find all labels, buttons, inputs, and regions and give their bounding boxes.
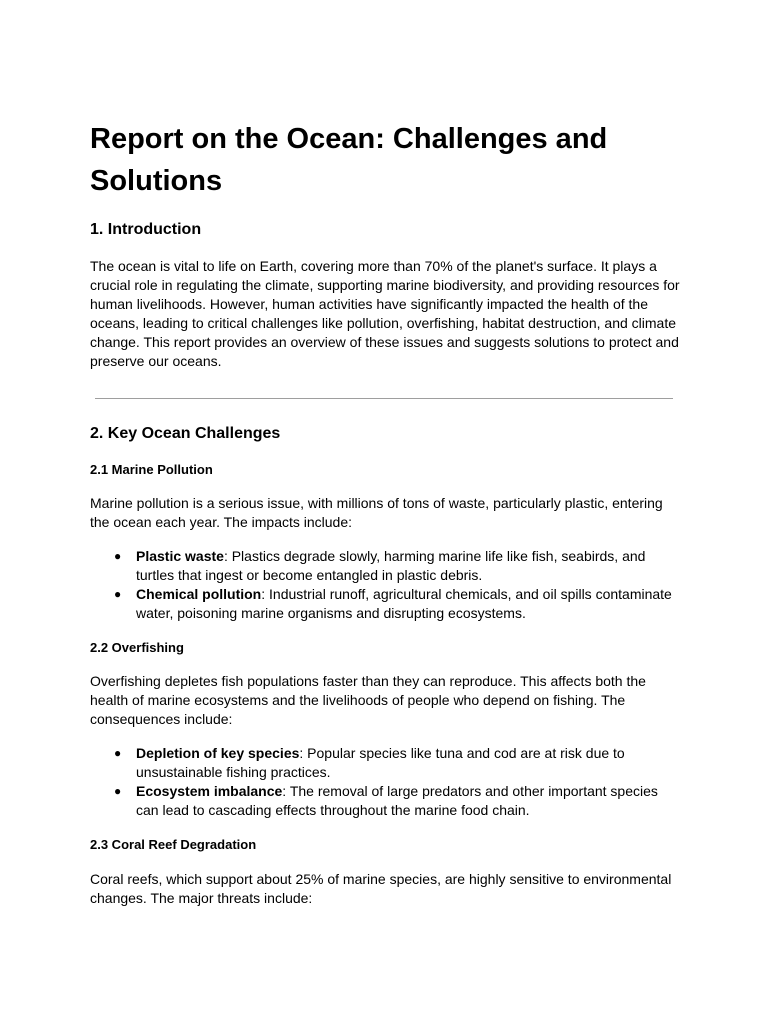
list-item-term: Plastic waste [136, 548, 224, 564]
introduction-paragraph: The ocean is vital to life on Earth, covering more than 70% of the planet's surface. It plays a crucial role in regulating the climate, supporting marine biodiversity, and providing resources for human livelihoods. However, human activities have significantly impacted the health of the oceans, leading to critical challenges like pollution, overfishing, habitat destruction, and climate change. This report provides an overview of these issues and suggests solutions to protect and preserve our oceans. [90, 258, 680, 369]
list-item-text: : Plastics degrade slowly, harming marine life like fish, seabirds, and turtles that ingest or become entangled in plastic debris. [136, 548, 646, 583]
document-title: Report on the Ocean: Challenges and Solutions [90, 123, 608, 197]
list-item-term: Depletion of key species [136, 745, 300, 761]
section-divider [95, 398, 673, 399]
list-item [90, 782, 680, 820]
subsection-heading-overfishing: 2.2 Overfishing [90, 640, 184, 655]
list-item-text: : The removal of large predators and other important species can lead to cascading effects throughout the marine food chain. [136, 783, 658, 818]
section-heading-key-challenges: 2. Key Ocean Challenges [90, 425, 281, 442]
bullet-icon: ● [114, 746, 122, 760]
subsection-heading-marine-pollution: 2.1 Marine Pollution [90, 462, 213, 477]
list-item [90, 744, 680, 782]
list-item-term: Chemical pollution [136, 586, 262, 602]
bullet-icon: ● [114, 587, 122, 601]
list-item [90, 585, 680, 623]
list-item-term: Ecosystem imbalance [136, 783, 283, 799]
list-item-text: : Industrial runoff, agricultural chemicals, and oil spills contaminate water, poisoning marine organisms and disrupting ecosystems. [136, 586, 672, 621]
marine-pollution-list [90, 547, 680, 623]
bullet-icon: ● [114, 549, 122, 563]
list-item-text: : Popular species like tuna and cod are at risk due to unsustainable fishing practices. [136, 745, 625, 780]
marine-pollution-paragraph: Marine pollution is a serious issue, with millions of tons of waste, particularly plastic, entering the ocean each year. The impacts include: [90, 495, 663, 530]
overfishing-paragraph: Overfishing depletes fish populations faster than they can reproduce. This affects both the health of marine ecosystems and the livelihoods of people who depend on fishing. The consequences include: [90, 673, 646, 727]
bullet-icon: ● [114, 784, 122, 798]
list-item [90, 547, 680, 585]
subsection-heading-coral-reef: 2.3 Coral Reef Degradation [90, 837, 257, 852]
overfishing-list [90, 744, 680, 820]
coral-reef-paragraph: Coral reefs, which support about 25% of marine species, are highly sensitive to environmental changes. The major threats include: [90, 871, 672, 906]
section-heading-introduction: 1. Introduction [90, 221, 202, 238]
